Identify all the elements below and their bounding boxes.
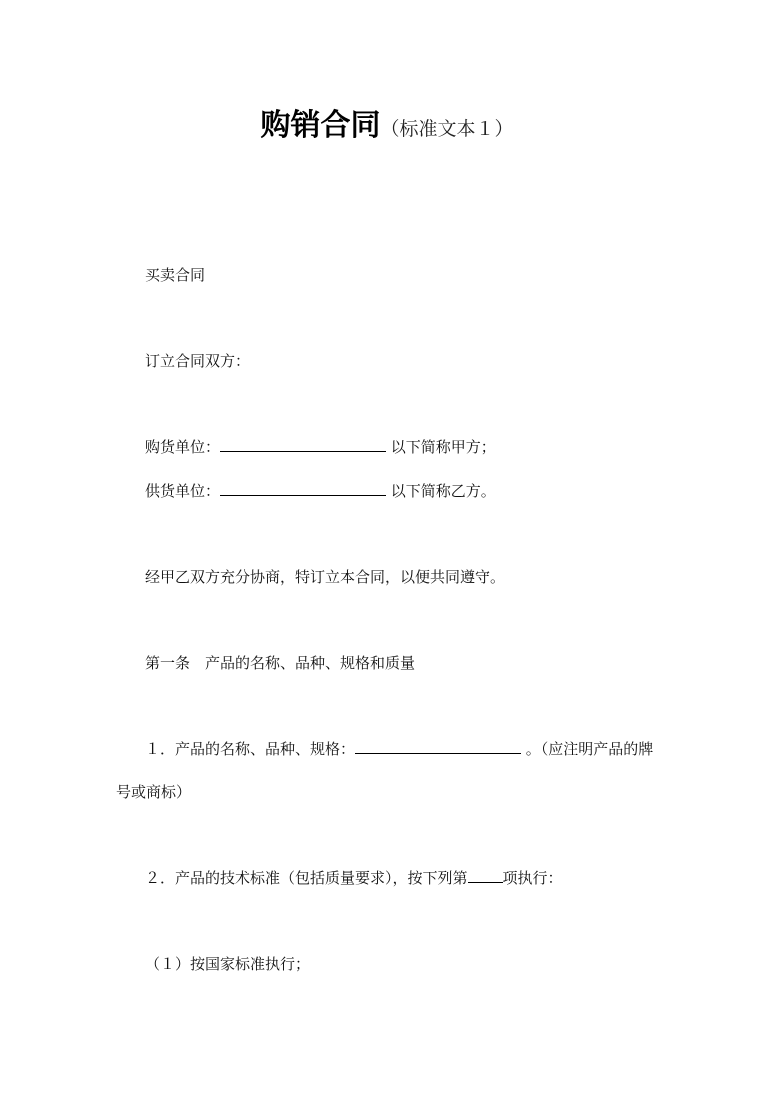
- document-title: [0, 100, 774, 144]
- standard-item-blank-field[interactable]: [468, 868, 503, 883]
- agreement-paragraph: 经甲乙双方充分协商，特订立本合同，以便共同遵守。: [145, 568, 506, 586]
- seller-label: 供货单位：: [145, 482, 221, 500]
- article-1-number: 第一条: [145, 654, 191, 672]
- seller-line: [145, 481, 496, 501]
- title-main: 购销合同: [260, 108, 381, 143]
- buyer-blank-field[interactable]: [220, 437, 386, 452]
- buyer-line: [145, 437, 496, 457]
- seller-blank-field[interactable]: [220, 481, 386, 496]
- sale-contract-heading: 买卖合同: [145, 266, 206, 284]
- article-1-heading: [145, 653, 415, 673]
- item-2-prefix: ２．产品的技术标准（包括质量要求），按下列第: [145, 869, 468, 887]
- item-1-suffix: 。（应注明产品的牌: [521, 740, 654, 758]
- item-1-continuation: 号或商标）: [116, 783, 192, 801]
- seller-suffix: 以下简称乙方。: [386, 482, 496, 500]
- item-2-line: [145, 868, 563, 888]
- item-1-line: [145, 739, 653, 759]
- item-2-suffix: 项执行：: [502, 869, 563, 887]
- buyer-label: 购货单位：: [145, 438, 221, 456]
- item-1-prefix: １．产品的名称、品种、规格：: [145, 740, 356, 758]
- product-name-blank-field[interactable]: [355, 739, 521, 754]
- buyer-suffix: 以下简称甲方；: [386, 438, 496, 456]
- sub-item-1: （１）按国家标准执行；: [145, 955, 311, 973]
- title-subtitle: （标准文本１）: [380, 118, 514, 140]
- article-1-title: 产品的名称、品种、规格和质量: [205, 654, 416, 672]
- parties-heading: 订立合同双方：: [145, 352, 251, 370]
